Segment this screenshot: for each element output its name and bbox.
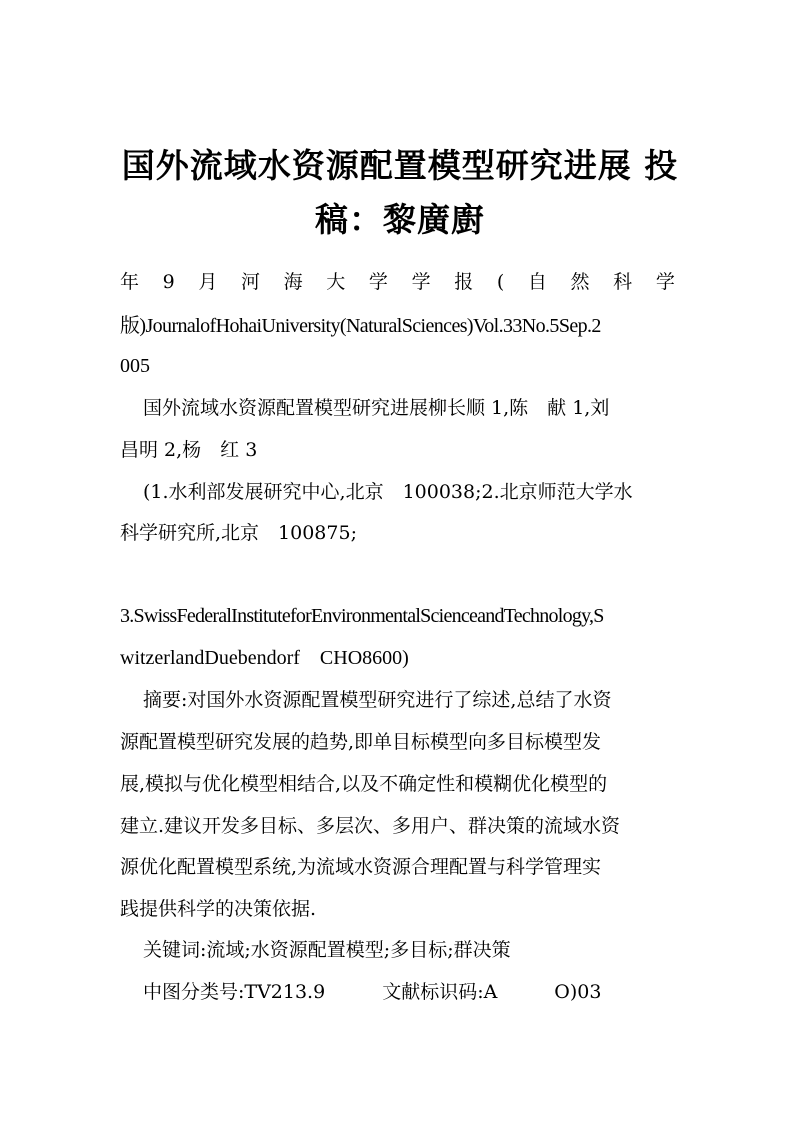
affiliation-line-4: witzerlandDuebendorf CHO8600) bbox=[120, 647, 409, 669]
abstract-line-5: 源优化配置模型系统,为流域水资源合理配置与科学管理实 bbox=[120, 856, 602, 878]
abstract-line-4: 建立.建议开发多目标、多层次、多用户、群决策的流域水资 bbox=[120, 815, 621, 837]
classification-line: 中图分类号:TV213.9 文献标识码:A O)03 bbox=[143, 981, 602, 1003]
source-char: 9 bbox=[162, 271, 175, 293]
source-char: 海 bbox=[283, 271, 303, 293]
abstract-line-3: 展,模拟与优化模型相结合,以及不确定性和模糊优化模型的 bbox=[120, 773, 608, 795]
abstract-line-2: 源配置模型研究发展的趋势,即单目标模型向多目标模型发 bbox=[120, 731, 602, 753]
source-line-3: 005 bbox=[120, 355, 150, 377]
source-char: 学 bbox=[655, 271, 675, 293]
affiliation-line-1: (1.水利部发展研究中心,北京 100038;2.北京师范大学水 bbox=[143, 481, 633, 503]
source-char: 河 bbox=[241, 271, 261, 293]
source-char: 报 bbox=[454, 271, 474, 293]
source-char: 大 bbox=[326, 271, 346, 293]
source-line-spread bbox=[120, 268, 675, 296]
affiliation-line-2: 科学研究所,北京 100875; bbox=[120, 522, 357, 544]
source-char: 学 bbox=[368, 271, 388, 293]
source-char: 学 bbox=[411, 271, 431, 293]
source-char: 年 bbox=[120, 271, 140, 293]
keywords-line: 关键词:流域;水资源配置模型;多目标;群决策 bbox=[143, 939, 511, 961]
document-title-line-2: 稿：黎廣廚 bbox=[315, 200, 485, 239]
abstract-line-1: 摘要:对国外水资源配置模型研究进行了综述,总结了水资 bbox=[143, 689, 612, 711]
abstract-line-6: 践提供科学的决策依据. bbox=[120, 898, 317, 920]
source-char: 自 bbox=[527, 271, 547, 293]
source-char: 科 bbox=[613, 271, 633, 293]
source-char: ( bbox=[496, 271, 505, 293]
document-title-line-1: 国外流域水资源配置模型研究进展 投 bbox=[121, 146, 679, 185]
affiliation-line-3: 3.SwissFederalInstituteforEnvironmentalScienceandTechnology,S bbox=[120, 605, 604, 627]
authors-line-1: 国外流域水资源配置模型研究进展柳长顺 1,陈 献 1,刘 bbox=[143, 397, 610, 419]
source-char: 月 bbox=[198, 271, 218, 293]
source-char: 然 bbox=[570, 271, 590, 293]
source-line-2: 版)JournalofHohaiUniversity(NaturalSciences)Vol.33No.5Sep.2 bbox=[120, 315, 601, 337]
authors-line-2: 昌明 2,杨 红 3 bbox=[120, 439, 258, 461]
